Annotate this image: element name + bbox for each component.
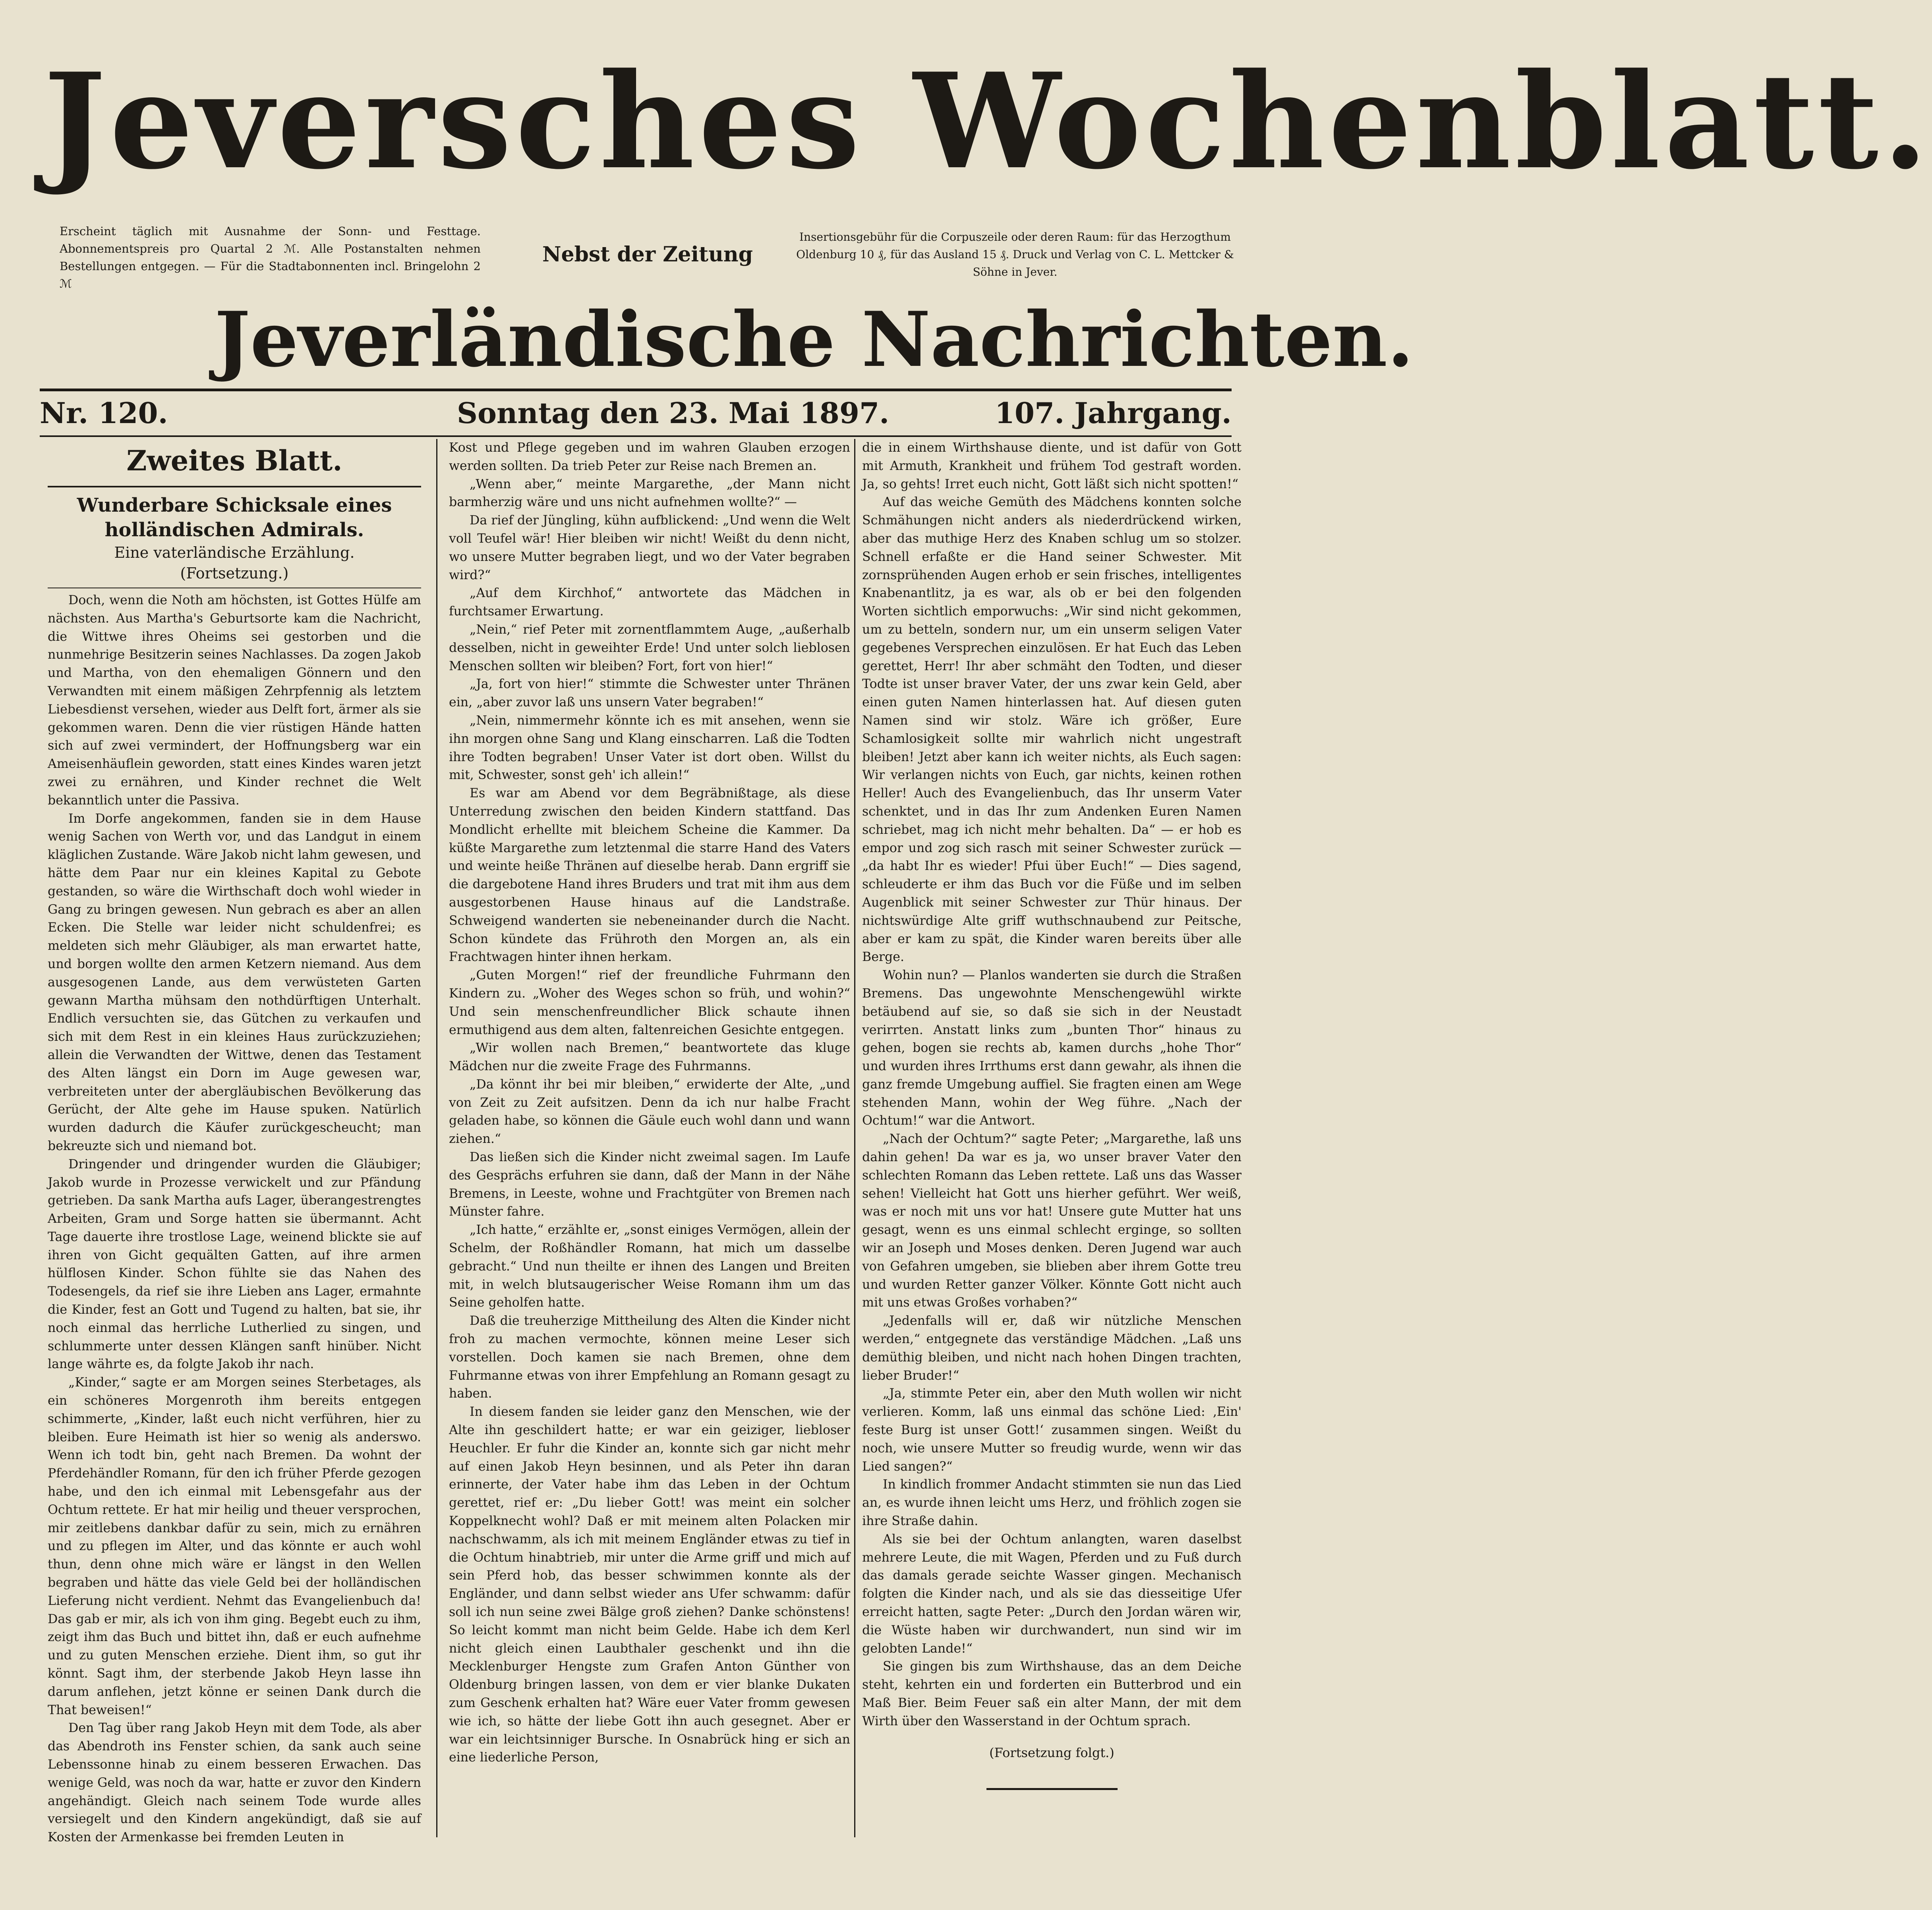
paragraph: „Wenn aber,“ meinte Margarethe, „der Mann nicht barmherzig wäre und uns nicht aufnehmen wollte?“ — xyxy=(449,477,850,510)
paragraph: Wohin nun? — Planlos wanderten sie durch die Straßen Bremens. Das ungewohnte Menschengewühl wirkte betäubend auf sie, so daß sie sich in der Neustadt verirrten. Anstatt links zum „bunten Thor“ hinaus zu gehen, bogen sie rechts ab, kamen durchs „hohe Thor“ und wurden ihres Irrthums erst dann gewahr, als ihnen die ganz fremde Umgebung auffiel. Sie fragten einen am Wege stehenden Mann, wohin der Weg führe. „Nach der Ochtum!“ war die Antwort. xyxy=(862,968,1242,1128)
paragraph: In kindlich frommer Andacht stimmten sie nun das Lied an, es wurde ihnen leicht ums Herz, und fröhlich zogen sie ihre Straße dahin. xyxy=(862,1477,1242,1529)
paragraph: Als sie bei der Ochtum anlangten, waren daselbst mehrere Leute, die mit Wagen, Pferden und zu Fuß durch das damals gerade seichte Wasser gingen. Mechanisch folgten die Kinder nach, und als sie das diesseitige Ufer erreicht hatten, sagte Peter: „Durch den Jordan wären wir, die Wüste haben wir durchwandert, nun sind wir im gelobten Lande!“ xyxy=(862,1532,1242,1656)
paragraph: „Wir wollen nach Bremen,“ beantwortete das kluge Mädchen nur die zweite Frage des Fuhrmanns. xyxy=(449,1041,850,1074)
article-title: Wunderbare Schicksale eines holländischen Admirals. xyxy=(77,494,392,541)
article-header xyxy=(48,486,421,588)
paragraph: „Auf dem Kirchhof,“ antwortete das Mädchen in furchtsamer Erwartung. xyxy=(449,586,850,619)
paragraph: „Nach der Ochtum?“ sagte Peter; „Margarethe, laß uns dahin gehen! Da war es ja, wo unser braver Vater den schlechten Romann das Leben rettete. Laß uns das Wasser sehen! Vielleicht hat Gott uns hierher geführt. Wer weiß, was er noch mit uns vor hat! Unsere gute Mutter hat uns gesagt, wenn es uns einmal schlecht erginge, so sollten wir an Joseph und Moses denken. Deren Jugend war auch von Gefahren umgeben, sie blieben aber ihrem Gotte treu und wurden Retter ganzer Völker. Könnte Gott nicht auch mit uns etwas Großes vorhaben?“ xyxy=(862,1132,1242,1310)
top-rule xyxy=(40,389,1232,391)
issue-bar xyxy=(40,391,1232,435)
date-rule xyxy=(40,435,1232,437)
paragraph: die in einem Wirthshause diente, und ist dafür von Gott mit Armuth, Krankheit und frühem Tod gestraft worden. Ja, so gehts! Irret euch nicht, Gott läßt sich nicht spotten!“ xyxy=(862,441,1242,491)
subtitle: Jeverländische Nachrichten. xyxy=(215,295,1414,384)
paragraph: Im Dorfe angekommen, fanden sie in dem Hause wenig Sachen von Werth vor, und das Landgut in einem kläglichen Zustande. Wäre Jakob nicht lahm gewesen, und hätte dem Paar nur ein kleines Kapital zu Gebote gestanden, so wäre die Wirthschaft doch wohl wieder in Gang zu bringen gewesen. Nun gebrach es aber an allen Ecken. Die Stelle war leider nicht schuldenfrei; es meldeten sich mehr Gläubiger, als man erwartet hatte, und borgen wollte den armen Ketzern niemand. Aus dem ausgesogenen Lande, aus dem verwüsteten Garten gewann Martha mühsam den nothdürftigen Unterhalt. Endlich versuchten sie, das Gütchen zu verkaufen und sich mit dem Rest in ein kleines Haus zurückzuziehen; allein die Verwandten der Wittwe, denen das Testament des Alten längst ein Dorn im Auge gewesen war, verbreiteten unter der abergläubischen Bevölkerung das Gerücht, der Alte gehe im Hause spuken. Natürlich wurden dadurch die Käufer zurückgescheucht; man bekreuzte sich und niemand bot. xyxy=(48,811,421,1153)
paragraph: Den Tag über rang Jakob Heyn mit dem Tode, als aber das Abendroth ins Fenster schien, da sank auch seine Lebenssonne hinab zu einem besseren Erwachen. Das wenige Geld, was noch da war, hatte er zuvor den Kindern angehändigt. Gleich nach seinem Tode wurde alles versiegelt und den Kindern angekündigt, daß sie auf Kosten der Armenkasse bei fremden Leuten in xyxy=(48,1721,421,1845)
paragraph: „Nein,“ rief Peter mit zornentflammtem Auge, „außerhalb desselben, nicht in geweihter Erde! Und unter solch lieblosen Menschen sollten wir bleiben? Fort, fort von hier!“ xyxy=(449,622,850,673)
end-rule xyxy=(986,1788,1118,1790)
paragraph: „Kinder,“ sagte er am Morgen seines Sterbetages, als ein schöneres Morgenroth ihm bereits entgegen schimmerte, „Kinder, laßt euch nicht verführen, hier zu bleiben. Eure Heimath ist hier so wenig als anderswo. Wenn ich todt bin, geht nach Bremen. Da wohnt der Pferdehändler Romann, für den ich früher Pferde gezogen habe, und den ich einmal mit Lebensgefahr aus der Ochtum rettete. Er hat mir heilig und theuer versprochen, mir zeitlebens dankbar dafür zu sein, mich zu ernähren und zu pflegen im Alter, und das könnte er auch wohl thun, denn ohne mich wäre er längst in den Wellen begraben und hätte das viele Geld bei der holländischen Lieferung nicht verdient. Nehmt das Evangelienbuch da! Das gab er mir, als ich von ihm ging. Begebt euch zu ihm, zeigt ihm das Buch und bittet ihn, daß er euch aufnehme und zu guten Menschen erziehe. Dient ihm, so gut ihr könnt. Sagt ihm, der sterbende Jakob Heyn lasse ihn darum anflehen, jetzt könne er seinen Dank durch die That beweisen!“ xyxy=(48,1375,421,1717)
column-divider xyxy=(436,439,437,1837)
column-1 xyxy=(48,439,421,1845)
subscription-info: Erscheint täglich mit Ausnahme der Sonn- und Festtage. Abonnementspreis pro Quartal 2 ℳ. Alle Postanstalten nehmen Bestellungen entgegen. — Für die Stadtabonnenten incl. Bringelohn 2 ℳ xyxy=(60,224,481,290)
paragraph: „Da könnt ihr bei mir bleiben,“ erwiderte der Alte, „und von Zeit zu Zeit aufsitzen. Denn da ich nur halbe Fracht geladen habe, so können die Gäule euch wohl dann und wann ziehen.“ xyxy=(449,1077,850,1146)
column-divider xyxy=(854,439,855,1837)
paragraph: Daß die treuherzige Mittheilung des Alten die Kinder nicht froh zu machen vermochte, können meine Leser sich vorstellen. Doch kamen sie nach Bremen, ohne dem Fuhrmanne etwas von ihrer Empfehlung an Romann gesagt zu haben. xyxy=(449,1314,850,1401)
column-2 xyxy=(449,439,850,1837)
paragraph: „Nein, nimmermehr könnte ich es mit ansehen, wenn sie ihn morgen ohne Sang und Klang einscharren. Laß die Todten ihre Todten begraben! Unser Vater ist dort oben. Willst du mit, Schwester, sonst geh' ich allein!“ xyxy=(449,713,850,783)
paragraph: „Ja, stimmte Peter ein, aber den Muth wollen wir nicht verlieren. Komm, laß uns einmal das schöne Lied: ‚Ein' feste Burg ist unser Gott!‘ zusammen singen. Weißt du noch, wie unsere Mutter so freudig wurde, wenn wir das Lied sangen?“ xyxy=(862,1386,1242,1474)
paragraph: Dringender und dringender wurden die Gläubiger; Jakob wurde in Prozesse verwickelt und zur Pfändung getrieben. Da sank Martha aufs Lager, überangestrengtes Arbeiten, Gram und Sorge hatten sie übermannt. Acht Tage dauerte ihre trostlose Lage, weinend blickte sie auf ihren von Gicht gequälten Gatten, auf ihre armen hülflosen Kinder. Schon fühlte sie das Nahen des Todesengels, da rief sie ihre Lieben ans Lager, ermahnte die Kinder, fest an Gott und Tugend zu halten, bat sie, ihr noch einmal das herrliche Lutherlied zu singen, und schlummerte unter dessen Klängen sanft hinüber. Nicht lange währte es, da folgte Jakob ihr nach. xyxy=(48,1157,421,1372)
continuation-note: (Fortsetzung folgt.) xyxy=(989,1745,1114,1760)
issue-volume: 107. Jahrgang. xyxy=(994,396,1232,430)
paragraph: Kost und Pflege gegeben und im wahren Glauben erzogen werden sollten. Da trieb Peter zur Reise nach Bremen an. xyxy=(449,441,850,473)
paragraph: „Guten Morgen!“ rief der freundliche Fuhrmann den Kindern zu. „Woher des Weges schon so früh, und wohin?“ Und sein menschenfreundlicher Blick schaute ihnen ermuthigend aus dem alten, faltenreichen Gesichte entgegen. xyxy=(449,968,850,1037)
paragraph: „Ja, fort von hier!“ stimmte die Schwester unter Thränen ein, „aber zuvor laß uns unsern Vater begraben!“ xyxy=(449,677,850,710)
paragraph: Da rief der Jüngling, kühn aufblickend: „Und wenn die Welt voll Teufel wär! Hier bleiben wir nicht! Weißt du denn nicht, wo unsere Mutter begraben liegt, und wo der Vater begraben wird?“ xyxy=(449,513,850,582)
paragraph: Das ließen sich die Kinder nicht zweimal sagen. Im Laufe des Gesprächs erfuhren sie dann, daß der Mann in der Nähe Bremens, in Leeste, wohne und Frachtgüter von Bremen nach Münster fahre. xyxy=(449,1150,850,1219)
paragraph: Sie gingen bis zum Wirthshause, das an dem Deiche steht, kehrten ein und forderten ein Butterbrod und ein Maß Bier. Beim Feuer saß ein alter Mann, der mit dem Wirth über den Wasserstand in der Ochtum sprach. xyxy=(862,1659,1242,1728)
issue-date: Sonntag den 23. Mai 1897. xyxy=(457,396,890,430)
paragraph: „Ich hatte,“ erzählte er, „sonst einiges Vermögen, allein der Schelm, der Roßhändler Romann, hat mich um dasselbe gebracht.“ Und nun theilte er ihnen des Langen und Breiten mit, in welch blutsaugerischer Weise Romann ihm um das Seine geholfen hatte. xyxy=(449,1223,850,1310)
article-continued: (Fortsetzung.) xyxy=(180,564,289,582)
paragraph: In diesem fanden sie leider ganz den Menschen, wie der Alte ihn geschildert hatte; er war ein geiziger, liebloser Heuchler. Er fuhr die Kinder an, konnte sich gar nicht mehr auf einen Jakob Heyn besinnen, und als Peter ihn daran erinnerte, der Vater habe ihm das Leben in der Ochtum gerettet, rief er: „Du lieber Gott! was meint ein solcher Koppelknecht wohl? Daß er mit meinem alten Polacken mir nachschwamm, als ich mit meinem Engländer etwas zu tief in die Ochtum hinabtrieb, mir unter die Arme griff und mich auf sein Pferd hob, das besser schwimmen konnte als der Engländer, und dann selbst wieder ans Ufer schwamm: dafür soll ich nun seine zwei Bälge groß ziehen? Danke schönstens! So leicht kommt man nicht beim Gelde. Habe ich dem Kerl nicht gleich einen Laubthaler geschenkt und ihn die Mecklenburger Hengste zum Grafen Anton Günther von Oldenburg bringen lassen, von dem er vier blanke Dukaten zum Geschenk erhalten hat? Wäre euer Vater fromm gewesen wie ich, so hätte der liebe Gott ihn auch gesegnet. Aber er war ein leichtsinniger Bursche. In Osnabrück hing er sich an eine liederliche Person, xyxy=(449,1405,850,1765)
issue-number: Nr. 120. xyxy=(40,396,168,430)
masthead-title: Jeversches Wochenblatt. xyxy=(44,44,1932,198)
advertising-info: Insertionsgebühr für die Corpuszeile oder deren Raum: für das Herzogthum Oldenburg 10 ₰, für das Ausland 15 ₰. Druck und Verlag von C. L. Mettcker & Söhne in Jever. xyxy=(796,230,1234,278)
section-heading: Zweites Blatt. xyxy=(126,444,342,477)
paragraph: „Jedenfalls will er, daß wir nützliche Menschen werden,“ entgegnete das verständige Mädchen. „Laß uns demüthig bleiben, und nicht nach hohen Dingen trachten, lieber Bruder!“ xyxy=(862,1314,1242,1383)
paragraph: Auf das weiche Gemüth des Mädchens konnten solche Schmähungen nicht anders als niederdrückend wirken, aber das muthige Herz des Knaben schlug um so stolzer. Schnell erfaßte er die Hand seiner Schwester. Mit zornsprühenden Augen erhob er sein frisches, intelligentes Knabenantlitz, ja es war, als ob er bei den folgenden Worten sichtlich emporwuchs: „Wir sind nicht gekommen, um zu betteln, sondern nur, um ein unserm seligen Vater gegebenes Versprechen einzulösen. Er hat Euch das Leben gerettet, Herr! Ihr aber schmäht den Todten, und dieser Todte ist unser braver Vater, der uns zwar kein Geld, aber einen guten Namen hinterlassen hat. Auf diesen guten Namen sind wir stolz. Wäre ich größer, Eure Schamlosigkeit sollte mir wahrlich nicht ungestraft bleiben! Jetzt aber kann ich weiter nichts, als Euch sagen: Wir verlangen nichts von Euch, gar nichts, keinen rothen Heller! Auch des Evangelienbuch, das Ihr unserm Vater schenktet, und in das Ihr zum Andenken Euren Namen schriebet, mag ich nicht mehr behalten. Da“ — er hob es empor und zog sich rasch mit seiner Schwester zurück — „da habt Ihr es wieder! Pfui über Euch!“ — Dies sagend, schleuderte er ihm das Buch vor die Füße und im selben Augenblick mit seiner Schwester zur Thür hinaus. Der nichtswürdige Alte griff wuthschnaubend zur Peitsche, aber er kam zu spät, die Kinder waren bereits über alle Berge. xyxy=(862,495,1242,965)
column-3 xyxy=(862,439,1242,1837)
article-kicker: Eine vaterländische Erzählung. xyxy=(114,544,355,561)
paragraph: Doch, wenn die Noth am höchsten, ist Gottes Hülfe am nächsten. Aus Martha's Geburtsorte kam die Nachricht, die Wittwe ihres Oheims sei gestorben und die nunmehrige Besitzerin seines Nachlasses. Da zogen Jakob und Martha, von den ehemaligen Gönnern und den Verwandten mit einem mäßigen Zehrpfennig als letztem Liebesdienst versehen, wieder aus Delft fort, ärmer als sie gekommen waren. Denn die vier rüstigen Hände hatten sich auf zwei vermindert, der Hoffnungsberg war ein Ameisenhäuflein geworden, statt eines Kindes waren jetzt zwei zu ernähren, und Kinder rechnet die Welt bekanntlich unter die Passiva. xyxy=(48,593,421,808)
paragraph: Es war am Abend vor dem Begräbnißtage, als diese Unterredung zwischen den beiden Kindern stattfand. Das Mondlicht erhellte mit bleichem Scheine die Kammer. Da küßte Margarethe zum letztenmal die starre Hand des Vaters und weinte heiße Thränen auf dieselbe herab. Dann ergriff sie die dargebotene Hand ihres Bruders und trat mit ihm aus dem ausgestorbenen Hause hinaus auf die Landstraße. Schweigend wanderten sie nebeneinander durch die Nacht. Schon kündete das Frühroth den Morgen an, als ein Frachtwagen hinter ihnen herkam. xyxy=(449,786,850,965)
supplement-note: Nebst der Zeitung xyxy=(542,242,753,267)
